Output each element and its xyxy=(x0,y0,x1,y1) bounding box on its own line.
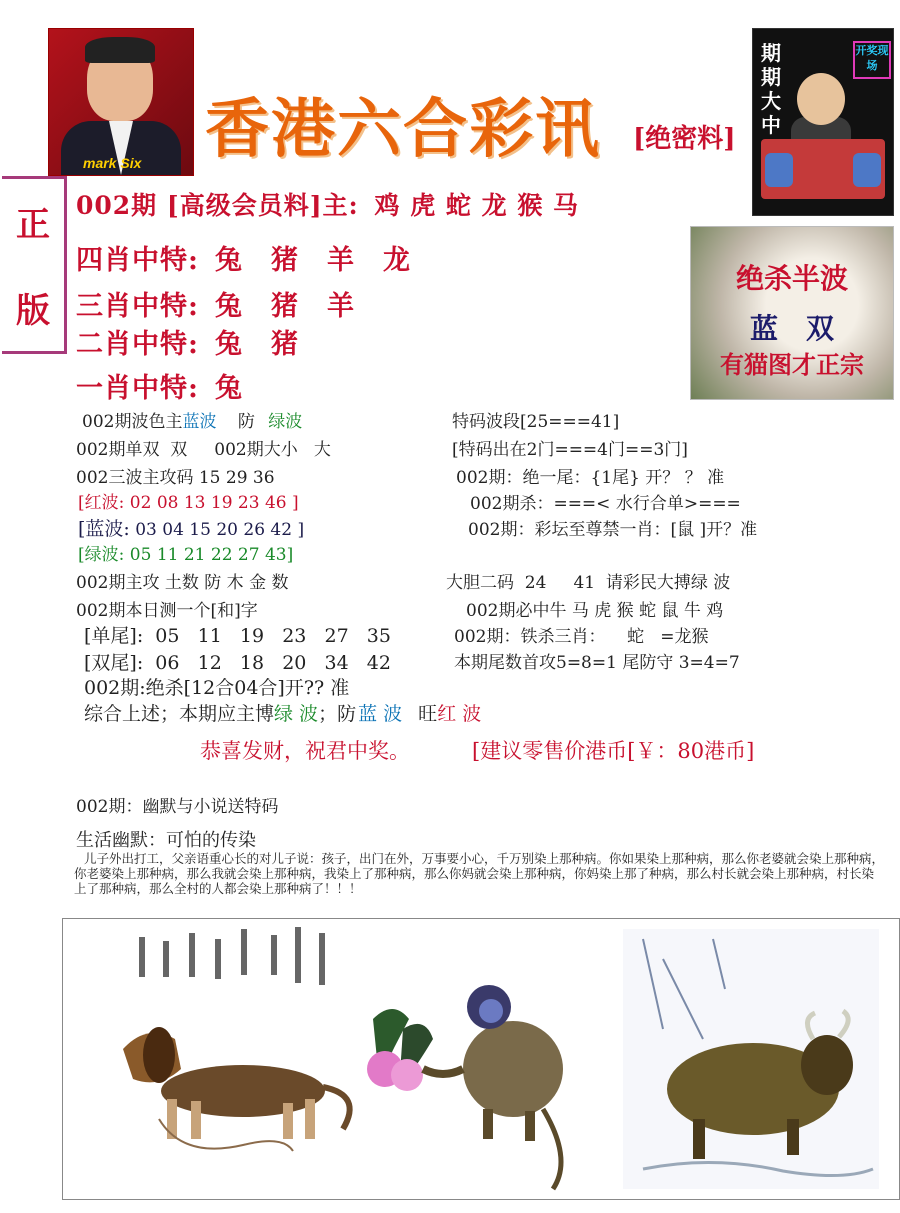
humor-header: 002期：幽默与小说送特码 xyxy=(76,797,279,817)
must-win-line: 002期必中牛 马 虎 猴 蛇 鼠 牛 鸡 xyxy=(466,601,724,621)
ox-painting xyxy=(623,929,879,1189)
live-draw-badge: 开奖现场 xyxy=(853,41,891,79)
wave-color-line: 002期波色主蓝波 防 绿波 xyxy=(82,412,303,432)
host-photo xyxy=(48,28,194,176)
humor-title: 生活幽默：可怕的传染 xyxy=(76,830,256,851)
cat-image-box: 绝杀半波 蓝 双 有猫图才正宗 xyxy=(690,226,894,400)
range-line: 特码波段[25===41] xyxy=(452,412,620,432)
one-zodiac-pick: 一肖中特: 兔 xyxy=(76,373,243,404)
dog-painting xyxy=(123,927,350,1151)
congrats-text: 恭喜发财，祝君中奖。 xyxy=(200,739,410,763)
four-zodiac-pick: 四肖中特: 兔 猪 羊 龙 xyxy=(76,245,411,276)
title-tag: [绝密料] xyxy=(633,124,736,154)
red-wave-line: [红波: 02 08 13 19 23 46 ] xyxy=(78,493,299,513)
forbid-line: 002期：彩坛至尊禁一肖：[鼠 ]开？准 xyxy=(468,520,758,540)
tail-line: 002期：绝一尾：{1尾} 开？ ？ 准 xyxy=(456,468,725,488)
two-numbers-line: 大胆二码 24 41 请彩民大搏绿 波 xyxy=(446,573,731,593)
mark-six-logo: mark Six xyxy=(83,155,142,171)
door-line: [特码出在2门===4门==3门] xyxy=(452,440,688,460)
three-wave-line: 002三波主攻码 15 29 36 xyxy=(76,468,275,488)
price-text: [建议零售价港币[￥：80港币] xyxy=(472,739,755,763)
three-zodiac-pick: 三肖中特: 兔 猪 羊 xyxy=(76,291,355,322)
green-wave-line: [绿波: 05 11 21 22 27 43] xyxy=(78,545,294,565)
member-line: 002期 [高级会员料]主: 鸡 虎 蛇 龙 猴 马 xyxy=(76,191,580,220)
authentic-stamp: 正 版 xyxy=(2,176,67,354)
tail-attack-line: 本期尾数首攻5=8=1 尾防守 3=4=7 xyxy=(454,653,740,673)
lucky-figure-image xyxy=(752,28,894,216)
two-zodiac-pick: 二肖中特: 兔 猪 xyxy=(76,329,299,360)
page-title: 香港六合彩讯 xyxy=(205,92,601,167)
summary-line: 综合上述；本期应主博绿 波；防 蓝 波 旺红 波 xyxy=(84,703,482,725)
double-tail-line: [双尾]: 06 12 18 20 34 42 xyxy=(84,652,391,674)
kill-element-line: 002期杀：===< 水行合单>=== xyxy=(470,494,741,514)
monkey-painting xyxy=(367,985,563,1189)
single-tail-line: [单尾]: 05 11 19 23 27 35 xyxy=(84,625,391,647)
paintings-strip xyxy=(62,918,900,1200)
vertical-caption: 期 期 大 中 xyxy=(761,41,781,137)
one-char-line: 002期本日测一个[和]字 xyxy=(76,601,258,621)
three-kill-line: 002期：铁杀三肖： 蛇 =龙猴 xyxy=(454,627,709,647)
kill-combo-line: 002期:绝杀[12合04合]开?? 准 xyxy=(84,677,350,699)
five-elements-line: 002期主攻 土数 防 木 金 数 xyxy=(76,573,289,593)
blue-wave-line: [蓝波: 03 04 15 20 26 42 ] xyxy=(78,518,305,540)
humor-body: 儿子外出打工，父亲语重心长的对儿子说：孩子，出门在外，万事要小心，千万别染上那种病。你如果染上那种病，那么你老婆就会染上那种病，你老婆染上那种病，那么我就会染上那种病，我染上了那种病，那么你妈就会染上那种病，你妈染上那了种病，那么村长就会染上那种病，村长染上了那种病，那么全村的人都会染上那种病了！！！ xyxy=(74,851,885,896)
odd-even-line: 002期单双 双 002期大小 大 xyxy=(76,440,331,460)
